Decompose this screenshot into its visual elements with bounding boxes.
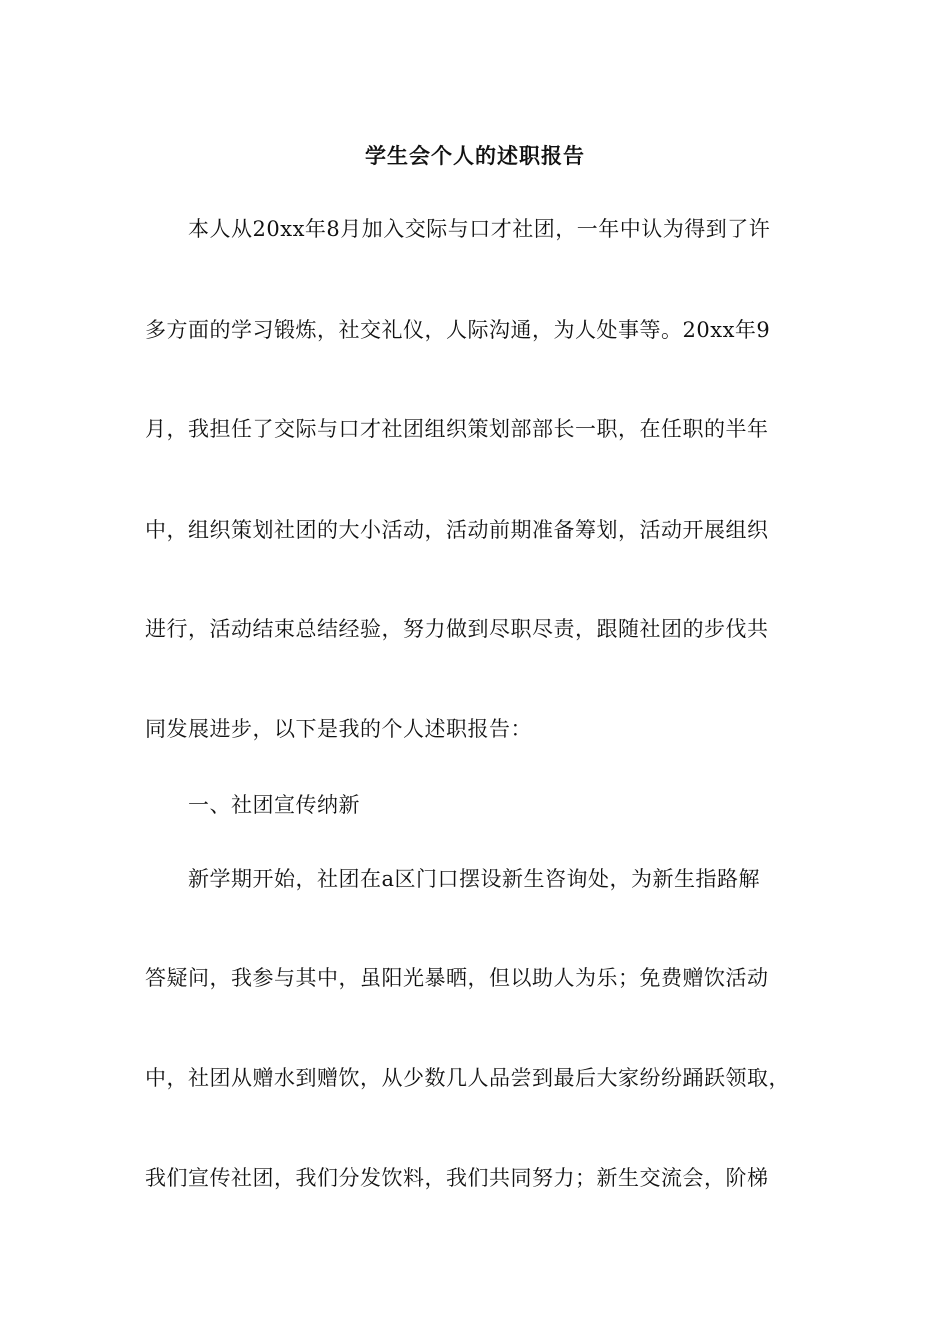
paragraph-line: 同发展进步，以下是我的个人述职报告： <box>145 717 532 741</box>
paragraph-line: 中，组织策划社团的大小活动，活动前期准备筹划，活动开展组织 <box>145 518 769 542</box>
section-heading: 一、社团宣传纳新 <box>188 793 360 817</box>
paragraph-line: 多方面的学习锻炼，社交礼仪，人际沟通，为人处事等。20xx年9 <box>145 318 771 342</box>
paragraph-line: 新学期开始，社团在a区门口摆设新生咨询处，为新生指路解 <box>188 867 761 891</box>
paragraph-line: 中，社团从赠水到赠饮，从少数几人品尝到最后大家纷纷踊跃领取， <box>145 1066 790 1090</box>
paragraph-line: 进行，活动结束总结经验，努力做到尽职尽责，跟随社团的步伐共 <box>145 617 769 641</box>
paragraph-line: 月，我担任了交际与口才社团组织策划部部长一职，在任职的半年 <box>145 417 769 441</box>
document-title: 学生会个人的述职报告 <box>365 143 585 168</box>
paragraph-line: 本人从20xx年8月加入交际与口才社团，一年中认为得到了许 <box>188 217 771 241</box>
paragraph-line: 答疑问，我参与其中，虽阳光暴晒，但以助人为乐；免费赠饮活动 <box>145 966 769 990</box>
paragraph-line: 我们宣传社团，我们分发饮料，我们共同努力；新生交流会，阶梯 <box>145 1166 769 1190</box>
